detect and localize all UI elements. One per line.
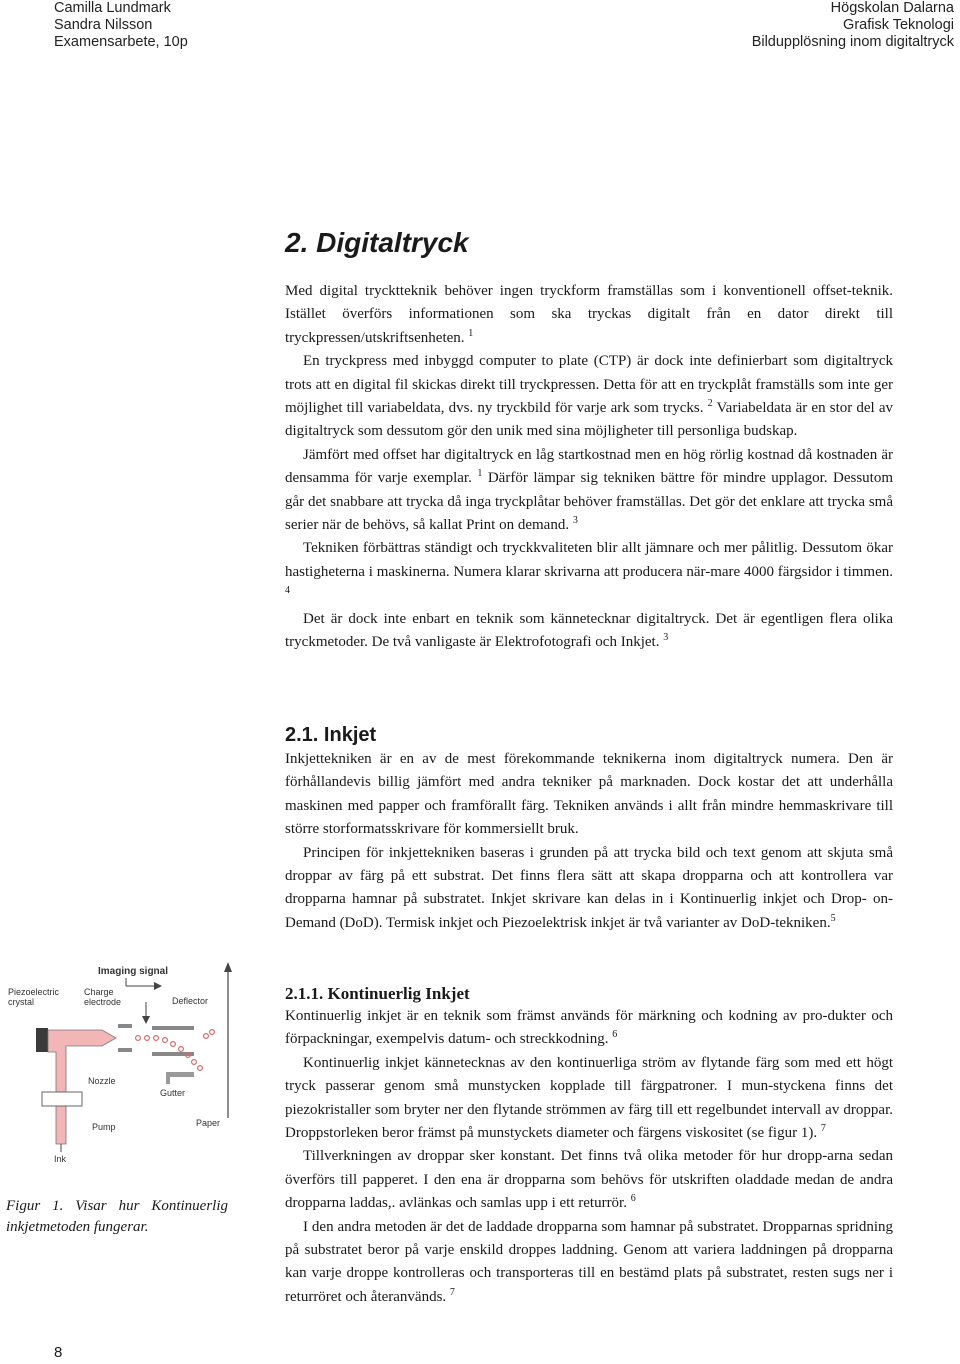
label-charge-1: Charge <box>84 987 114 997</box>
paragraph: Med digital trycktteknik behöver ingen tryckform framställas som i konventionell offset-teknik. Istället överförs informationen som ska tryckas digitalt från en dator direkt till tryckpressen/utskriftsenheten. $^1$ <box>285 283 893 346</box>
section-2-1-1-title: 2.1.1. Kontinuerlig Inkjet <box>285 984 470 1003</box>
paragraph: I den andra metoden är det de laddade dropparna som hamnar på substratet. Dropparnas spridning på substratet beror på varje enskild droppes laddning. Genom att variera laddningen på dropparna kan varje droppe kontrolleras och transporteras till en bestämd plats på substratet, resten sugs ner i returröret och återanvänds. $^7$ <box>285 1218 893 1305</box>
footnote-ref: 7 <box>820 1123 826 1135</box>
header-school: Högskolan Dalarna <box>830 0 954 16</box>
label-deflector: Deflector <box>172 996 209 1006</box>
header-department: Grafisk Teknologi <box>843 17 954 33</box>
paragraph: Principen för inkjettekniken baseras i grunden på att trycka bild och text genom att skjuta små droppar av färg på ett substrat. Det finns flera sätt att skapa dropparna och att kontrollera var dropparna hamnar på substratet. Inkjet skrivare kan delas in i Kontinuerlig inkjet och Drop- on- Demand (DoD). Termisk inkjet och Piezoelektrisk inkjet är två varianter av DoD-tekniken.$^5$ <box>285 844 893 931</box>
paragraph: En tryckpress med inbyggd computer to plate (CTP) är dock inte definierbart som digitaltryck trots att en digital fil skickas direkt till tryckpressen. Detta för att en tryckplåt framställs som inte ger möjlighet till variabeldata, dvs. ny tryckbild för varje ark som trycks. $^2$ Variabeldata är en stor del av digitaltryck som dessutom gör den unik med sina möjligheter till personliga budskap. <box>285 353 894 440</box>
header-author-2: Sandra Nilsson <box>54 17 153 33</box>
section-2-body <box>285 280 893 655</box>
footnote-ref: 1 <box>468 327 474 339</box>
header-course: Examensarbete, 10p <box>54 34 188 50</box>
header-thesis-title: Bildupplösning inom digitaltryck <box>751 34 954 50</box>
label-pump: Pump <box>92 1122 116 1132</box>
paragraph: Kontinuerlig inkjet är en teknik som främst används för märkning och kodning av pro-dukter och förpackningar, exempelvis datum- och streckkodning. $^6$ <box>285 1008 893 1048</box>
paragraph: Inkjettekniken är en av de mest förekommande teknikerna inom digitaltryck numera. Den är förhållandevis billig jämfört med andra tekniker på marknaden. Dock kostar det att underhålla maskinen med papper och framförallt färg. Tekniken används i allt från mindre hemmaskrivare till större storformatsskrivare för kommersiellt bruk. <box>285 751 893 838</box>
header-author-1: Camilla Lundmark <box>54 0 171 16</box>
label-nozzle: Nozzle <box>88 1076 116 1086</box>
paragraph: Jämfört med offset har digitaltryck en låg startkostnad men en hög rörlig kostnad då kostnaden är densamma för varje exemplar. $^1$ Därför lämpar sig tekniken bättre för mindre upplagor. Dessutom går det snabbare att trycka då inga tryckplåtar behöver framställas. Det gör det enklare att trycka små serier när de behövs, så kallat Print on demand. $^3$ <box>285 446 893 534</box>
paragraph: Tekniken förbättras ständigt och tryckkvaliteten blir allt jämnare och mer pålitlig. Dessutom ökar hastigheterna i maskinerna. Numera klarar skrivarna att producera när-mare 4000 färgsidor i timmen. $^4$ <box>285 540 893 597</box>
label-ink: Ink <box>54 1154 67 1164</box>
footnote-ref: 6 <box>612 1029 618 1041</box>
inkjet-diagram-svg <box>6 958 234 1164</box>
footnote-ref: 1 <box>477 468 483 480</box>
label-piezo-2: crystal <box>8 997 35 1007</box>
label-piezo-1: Piezoelectric <box>8 987 60 997</box>
label-charge-2: electrode <box>84 997 122 1007</box>
header-right <box>752 0 954 51</box>
page-number: 8 <box>54 1344 63 1361</box>
section-2-title: 2. Digitaltryck <box>285 227 469 258</box>
figure-1-caption: Figur 1. Visar hur Kontinuerlig inkjetmetoden fungerar. <box>6 1198 228 1235</box>
footnote-ref: 4 <box>285 585 290 597</box>
section-2-1-title: 2.1. Inkjet <box>285 724 377 746</box>
header-left <box>54 0 188 51</box>
label-paper: Paper <box>196 1118 221 1128</box>
footnote-ref: 6 <box>630 1193 636 1205</box>
footnote-ref: 2 <box>707 398 713 410</box>
paragraph: Tillverkningen av droppar sker konstant. Det finns två olika metoder för hur dropp-arna sedan överförs till papperet. I den ena är dropparna som behövs för utskriften oladdade medan de andra dropparna laddas,. avlänkas och samlas upp i ett returrör. $^6$ <box>285 1148 893 1212</box>
footnote-ref: 3 <box>572 515 578 527</box>
label-imaging-signal: Imaging signal <box>98 966 169 977</box>
paragraph: Kontinuerlig inkjet kännetecknas av den kontinuerliga ström av flytande färg som med ett högt tryck passerar genom små munstycken kopplade till färgpatroner. I mun-styckena finns det piezokristaller som bryter ner den flytande strömmen av färg till ett regelbundet intervall av droppar. Droppstorleken beror främst på munstyckets diameter och färgens viskositet (se figur 1). $^7$ <box>285 1054 893 1142</box>
footnote-ref: 3 <box>663 632 669 644</box>
footnote-ref: 5 <box>830 912 836 924</box>
section-2-1-1 <box>285 983 893 1309</box>
paragraph: Det är dock inte enbart en teknik som kännetecknar digitaltryck. Det är egentligen flera olika tryckmetoder. De två vanligaste är Elektrofotografi och Inkjet. $^3$ <box>285 610 893 651</box>
footnote-ref: 7 <box>449 1286 455 1298</box>
figure-1-inkjet-diagram <box>6 958 234 1164</box>
section-2-1 <box>285 722 893 935</box>
label-gutter: Gutter <box>160 1088 186 1098</box>
